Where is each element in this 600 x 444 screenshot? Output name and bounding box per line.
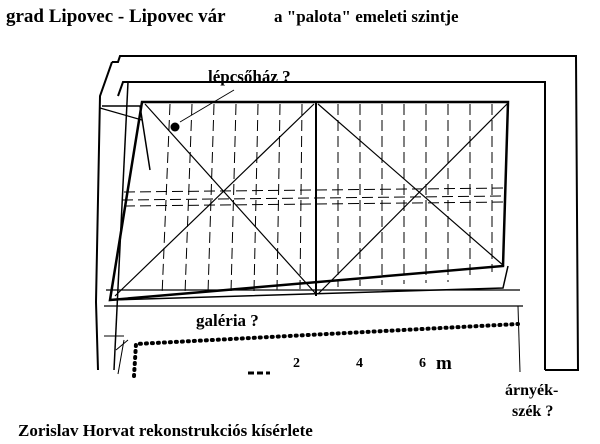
credit-text: Zorislav Horvat rekonstrukciós kísérlete <box>18 421 313 440</box>
latrine-label-line1: árnyék- <box>505 382 559 399</box>
gallery-dotted-line <box>134 324 518 376</box>
title-left: grad Lipovec - Lipovec vár <box>6 6 226 27</box>
gallery-label: galéria ? <box>196 311 259 330</box>
title-right: a "palota" emeleti szintje <box>274 7 459 26</box>
staircase-leader <box>180 90 234 122</box>
ceiling-beams <box>122 104 506 296</box>
lower-wall-lines <box>104 306 520 374</box>
scale-tick-2: 2 <box>293 356 300 371</box>
scale-tick-6: 6 <box>419 356 426 371</box>
latrine-label-line2: szék ? <box>512 403 554 420</box>
staircase-dot <box>171 123 180 132</box>
hall-rectangle <box>100 102 523 306</box>
scale-unit: m <box>436 353 452 374</box>
scale-tick-4: 4 <box>356 356 363 371</box>
scale-bar <box>248 353 452 374</box>
staircase-label: lépcsőház ? <box>208 67 291 86</box>
